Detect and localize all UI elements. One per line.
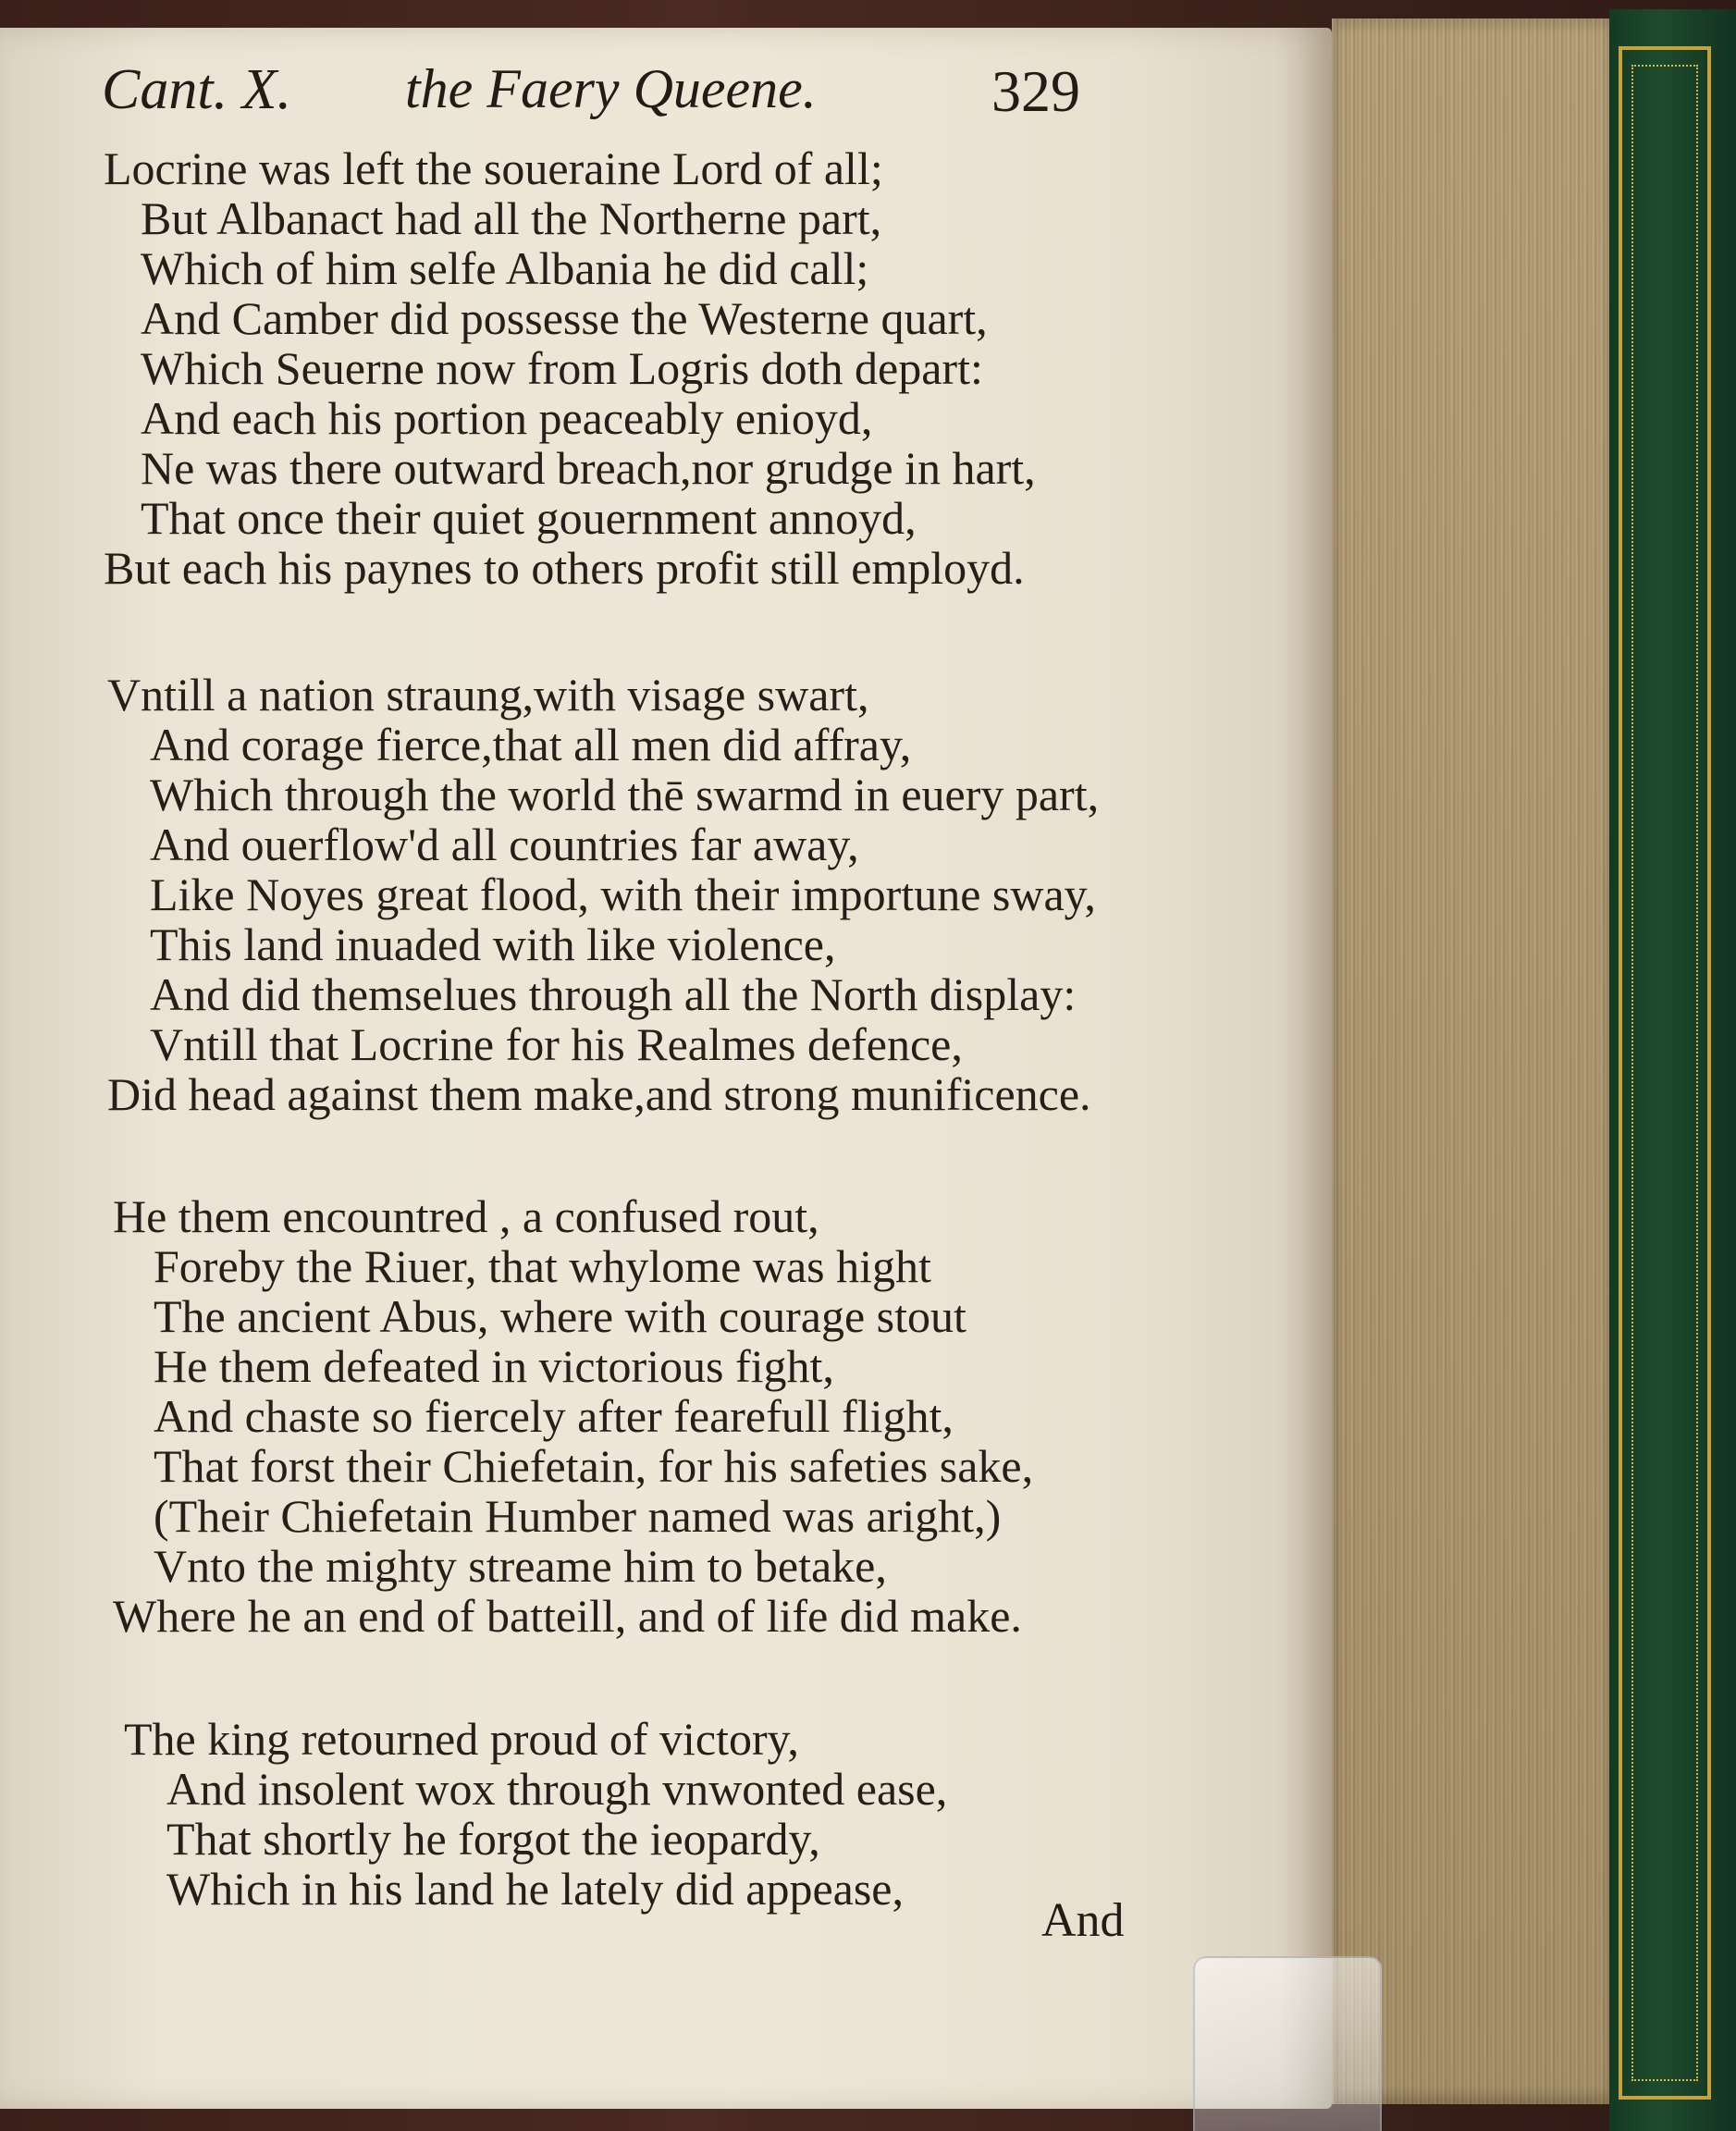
verse-line: (Their Chiefetain Humber named was aright,): [154, 1490, 1002, 1542]
verse-line: Locrine was left the soueraine Lord of all;: [104, 142, 883, 194]
verse-line: That once their quiet gouernment annoyd,: [141, 492, 917, 544]
verse-line: Which in his land he lately did appease,: [166, 1863, 904, 1915]
verse-line: This land inuaded with like violence,: [150, 918, 836, 970]
verse-line: And ouerflow'd all countries far away,: [150, 819, 859, 870]
verse-line: But Albanact had all the Northerne part,: [141, 192, 882, 244]
verse-line: He them defeated in victorious fight,: [154, 1340, 834, 1392]
verse-line: And Camber did possesse the Westerne quart,: [141, 292, 988, 344]
verse-line: Vnto the mighty streame him to betake,: [154, 1540, 887, 1592]
catchword: And: [1041, 1894, 1125, 1947]
verse-line: Which through the world thē swarmd in euery part,: [150, 769, 1100, 820]
verse-line: Foreby the Riuer, that whylome was hight: [154, 1240, 931, 1292]
page-number: 329: [991, 58, 1080, 124]
verse-line: Which Seuerne now from Logris doth depart:: [141, 342, 983, 394]
verse-line: He them encountred , a confused rout,: [113, 1190, 819, 1242]
verse-line: Vntill a nation straung,with visage swart,: [107, 669, 869, 721]
verse-line: That shortly he forgot the ieopardy,: [166, 1813, 820, 1865]
canto-label: Cant. X.: [102, 58, 291, 121]
verse-line: Which of him selfe Albania he did call;: [141, 242, 869, 294]
verse-line: And corage fierce,that all men did affray,: [150, 719, 912, 770]
verse-line: Where he an end of batteill, and of life did make.: [113, 1590, 1022, 1642]
verse-line: Vntill that Locrine for his Realmes defence,: [150, 1018, 963, 1070]
verse-line: That forst their Chiefetain, for his safeties sake,: [154, 1440, 1034, 1492]
verse-line: And did themselues through all the North display:: [150, 968, 1077, 1020]
verse-line: And chaste so fiercely after fearefull flight,: [154, 1390, 954, 1442]
verse-line: Like Noyes great flood, with their importune sway,: [150, 868, 1096, 920]
verse-line: And each his portion peaceably enioyd,: [141, 392, 873, 444]
page-weight-clip: [1193, 1956, 1382, 2131]
verse-line: And insolent wox through vnwonted ease,: [166, 1763, 948, 1815]
verse-line: The ancient Abus, where with courage stout: [154, 1290, 966, 1342]
verse-line: Ne was there outward breach,nor grudge in hart,: [141, 442, 1036, 494]
verse-line: Did head against them make,and strong munificence.: [107, 1068, 1091, 1120]
verse-line: But each his paynes to others profit still employd.: [104, 542, 1025, 594]
page-fore-edge: [1332, 18, 1611, 2104]
verse-line: The king retourned proud of victory,: [124, 1713, 799, 1765]
gilt-dotted-tooling: [1631, 65, 1698, 2081]
book-title: the Faery Queene.: [405, 58, 817, 119]
